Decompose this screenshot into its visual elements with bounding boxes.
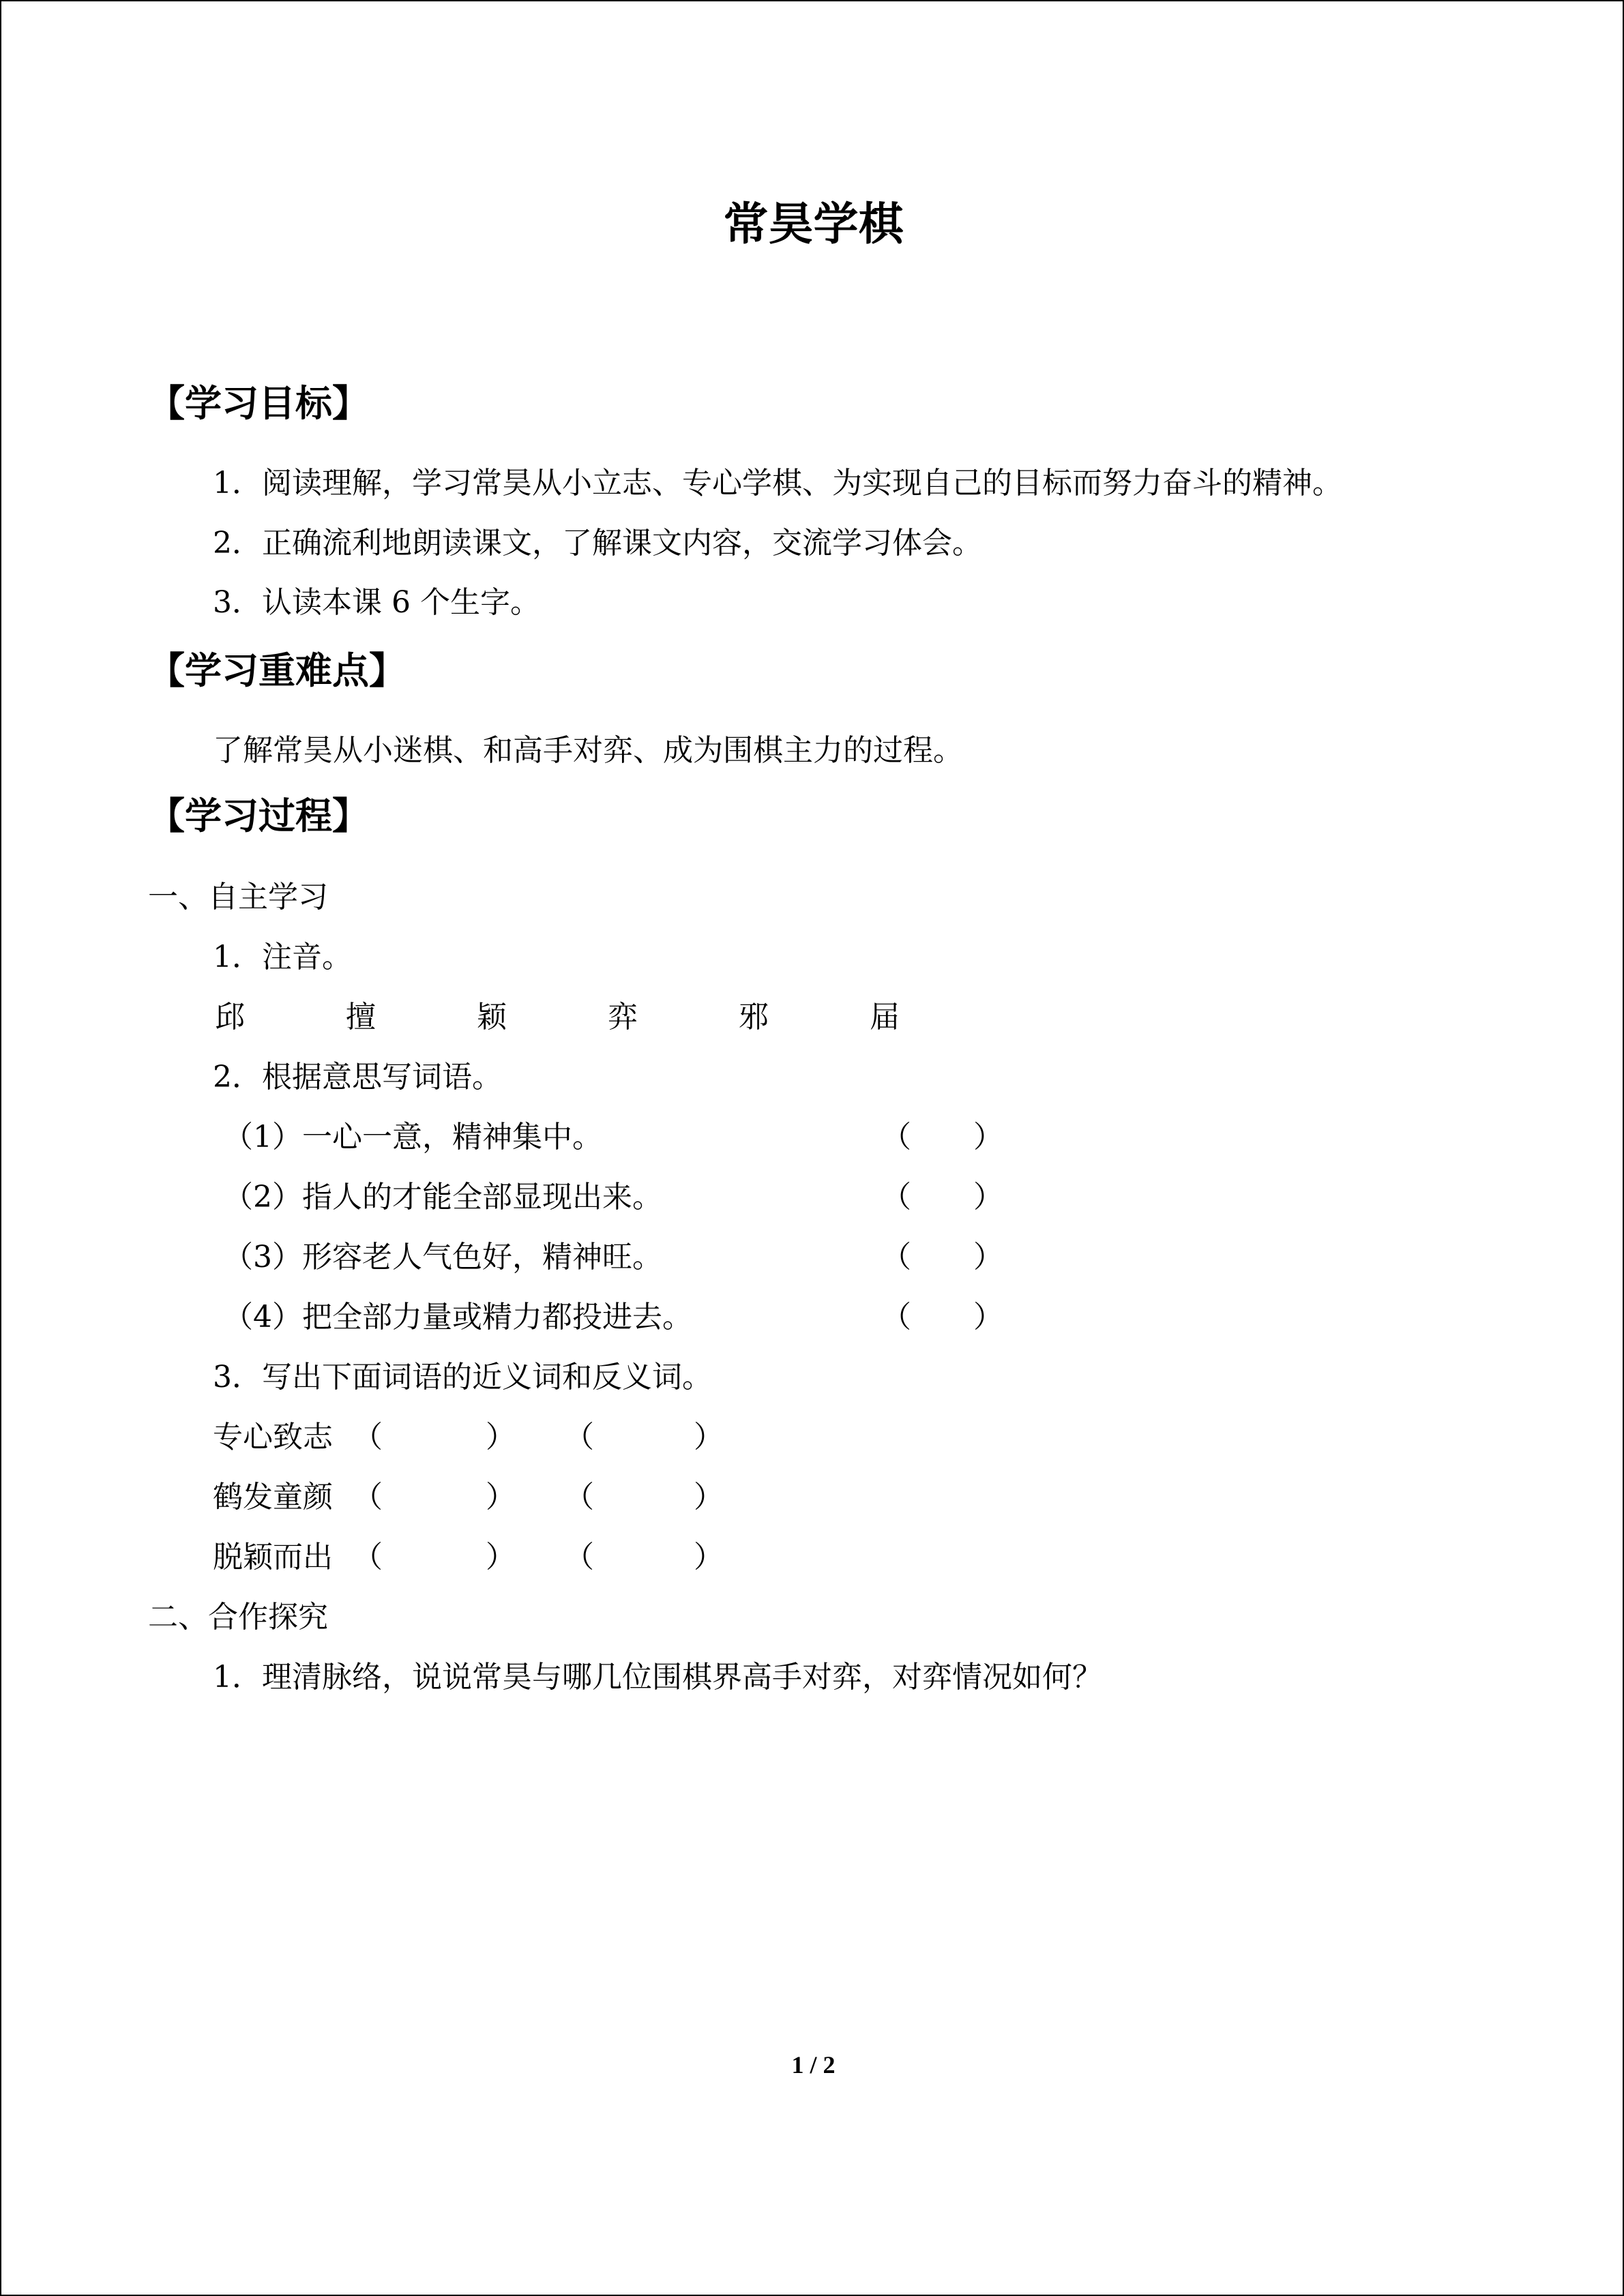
q3-word-2: 鹤发童颜 (213, 1480, 333, 1515)
q2-blank-2-close: ） (973, 1180, 1003, 1214)
q2-label: 2．根据意思写词语。 (213, 1060, 502, 1094)
section-heading-process: 【学习过程】 (148, 794, 369, 837)
q2-blank-1-close: ） (973, 1120, 1003, 1154)
pinyin-char-3: 颖 (477, 1000, 507, 1034)
q2-item-2: （2）指人的才能全部显现出来。 (223, 1180, 662, 1214)
q2-blank-1-open: （ (881, 1120, 911, 1154)
q2-blank-3-open: （ (881, 1240, 911, 1274)
q2-blank-2-open: （ (881, 1180, 911, 1214)
q3-syn-3-open: （ (353, 1540, 383, 1575)
q3-syn-3-close: ） (486, 1540, 516, 1575)
q3-label: 3．写出下面词语的近义词和反义词。 (213, 1360, 712, 1395)
pinyin-char-6: 届 (870, 1000, 900, 1034)
pinyin-char-5: 邪 (739, 1000, 769, 1034)
section-heading-goals: 【学习目标】 (148, 382, 369, 425)
q2-item-1: （1）一心一意，精神集中。 (223, 1120, 602, 1154)
q3-syn-1-open: （ (353, 1420, 383, 1455)
q3-word-3: 脱颖而出 (213, 1540, 333, 1575)
q2-blank-4-open: （ (881, 1300, 911, 1335)
q3-ant-3-open: （ (564, 1540, 594, 1575)
q3-ant-2-close: ） (694, 1480, 724, 1515)
q3-ant-1-open: （ (564, 1420, 594, 1455)
q3-ant-3-close: ） (694, 1540, 724, 1575)
q2-item-4: （4）把全部力量或精力都投进去。 (223, 1300, 692, 1335)
goal-item-3: 3．认读本课 6 个生字。 (213, 585, 540, 620)
q3-syn-2-close: ） (486, 1480, 516, 1515)
key-points-text: 了解常昊从小迷棋、和高手对弈、成为围棋主力的过程。 (213, 733, 963, 768)
pinyin-char-4: 弈 (608, 1000, 638, 1034)
q2-blank-3-close: ） (973, 1240, 1003, 1274)
q3-ant-2-open: （ (564, 1480, 594, 1515)
section-heading-key-points: 【学习重难点】 (148, 649, 406, 692)
q2-item-3: （3）形容老人气色好，精神旺。 (223, 1240, 662, 1274)
part2-q1: 1．理清脉络，说说常昊与哪几位围棋界高手对弈，对弈情况如何？ (213, 1660, 1102, 1695)
document-title: 常昊学棋 (723, 198, 904, 250)
q3-ant-1-close: ） (694, 1420, 724, 1455)
part2-title: 二、合作探究 (148, 1600, 328, 1635)
q3-syn-1-close: ） (486, 1420, 516, 1455)
page-number: 1 / 2 (791, 2051, 836, 2078)
q2-blank-4-close: ） (973, 1300, 1003, 1335)
pinyin-char-1: 邱 (215, 1000, 245, 1034)
q3-word-1: 专心致志 (213, 1420, 333, 1455)
q3-syn-2-open: （ (353, 1480, 383, 1515)
pinyin-char-2: 擅 (346, 1000, 376, 1034)
part1-title: 一、自主学习 (148, 880, 328, 914)
q1-label: 1．注音。 (213, 940, 352, 974)
goal-item-1: 1．阅读理解，学习常昊从小立志、专心学棋、为实现自己的目标而努力奋斗的精神。 (213, 466, 1342, 501)
goal-item-2: 2．正确流利地朗读课文，了解课文内容，交流学习体会。 (213, 526, 982, 561)
